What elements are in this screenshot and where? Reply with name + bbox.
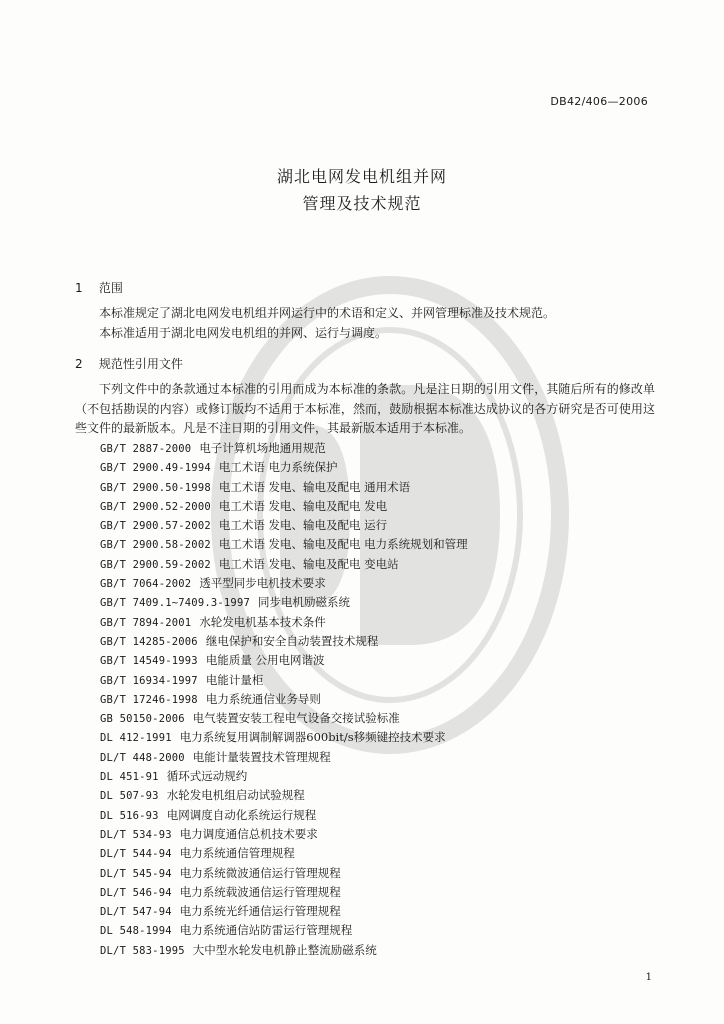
reference-code: GB/T 14285-2006: [100, 635, 198, 648]
reference-code: DL 516-93: [100, 809, 159, 822]
references-intro-paragraph: 下列文件中的条款通过本标准的引用而成为本标准的条款。凡是注日期的引用文件，其随后所有的修改单（不包括勘误的内容）或修订版均不适用于本标准，然而，鼓励根据本标准达成协议的各方研究是否可使用这些文件的最新版本。凡是不注日期的引用文件，其最新版本适用于本标准。: [75, 382, 655, 435]
reference-code: DL 412-1991: [100, 732, 172, 745]
reference-item: [100, 651, 468, 670]
reference-title: 电网调度自动化系统运行规程: [166, 807, 317, 822]
reference-code: GB/T 7409.1~7409.3-1997: [100, 597, 250, 610]
reference-item: [100, 632, 468, 651]
reference-code: GB/T 2900.58-2002: [100, 539, 211, 552]
document-code: DB42/406—2006: [550, 95, 648, 108]
reference-code: DL/T 547-94: [100, 906, 172, 919]
reference-item: [100, 690, 468, 709]
reference-item: [100, 478, 468, 497]
reference-code: GB/T 2900.50-1998: [100, 481, 211, 494]
reference-title: 电力系统复用调制解调器600bit/s移频键控技术要求: [179, 730, 446, 745]
reference-title: 电工术语 发电、输电及配电 运行: [218, 518, 388, 533]
section-title: 范围: [98, 281, 123, 295]
reference-item: [100, 864, 468, 883]
reference-title: 大中型水轮发电机静止整流励磁系统: [192, 942, 377, 957]
reference-title: 电能计量装置技术管理规程: [192, 749, 331, 764]
reference-item: [100, 497, 468, 516]
reference-title: 电能计量柜: [205, 672, 264, 687]
reference-title: 水轮发电机组启动试验规程: [166, 788, 305, 803]
reference-code: GB/T 2887-2000: [100, 443, 192, 455]
reference-item: [100, 709, 468, 728]
reference-code: DL/T 534-93: [100, 828, 172, 841]
section-number: 2: [75, 357, 83, 371]
reference-code: GB/T 2900.57-2002: [100, 520, 211, 533]
section-heading-scope: [75, 279, 123, 296]
reference-title: 电力系统微波通信运行管理规程: [179, 865, 341, 880]
reference-code: GB 50150-2006: [100, 713, 185, 726]
reference-item: [100, 574, 468, 593]
reference-title: 电工术语 电力系统保护: [218, 460, 338, 475]
reference-title: 电工术语 发电、输电及配电 发电: [218, 498, 388, 513]
reference-code: GB/T 2900.52-2000: [100, 500, 211, 513]
reference-item: [100, 902, 468, 921]
document-title-line-1: 湖北电网发电机组并网: [276, 167, 447, 186]
reference-item: [100, 458, 468, 477]
reference-item: [100, 516, 468, 535]
scope-paragraph-1: 本标准规定了湖北电网发电机组并网运行中的术语和定义、并网管理标准及技术规范。: [99, 306, 556, 320]
reference-title: 电气装置安装工程电气设备交接试验标准: [192, 711, 400, 726]
reference-list: [100, 439, 468, 960]
reference-code: DL 548-1994: [100, 925, 172, 938]
reference-code: DL/T 545-94: [100, 867, 172, 880]
document-title-line-2: 管理及技术规范: [302, 194, 422, 213]
reference-item: [100, 593, 468, 612]
reference-item: [100, 806, 468, 825]
scope-paragraph-2: 本标准适用于湖北电网发电机组的并网、运行与调度。: [99, 326, 388, 340]
page-number: 1: [645, 972, 652, 983]
reference-item: [100, 613, 468, 632]
reference-title: 电力系统光纤通信运行管理规程: [179, 904, 341, 919]
reference-title: 电工术语 发电、输电及配电 通用术语: [218, 479, 411, 494]
reference-item: [100, 748, 468, 767]
reference-code: GB/T 17246-1998: [100, 693, 198, 706]
reference-title: 电工术语 发电、输电及配电 变电站: [218, 556, 399, 571]
reference-item: [100, 941, 468, 960]
reference-code: DL/T 448-2000: [100, 751, 185, 764]
reference-item: [100, 825, 468, 844]
reference-title: 电工术语 发电、输电及配电 电力系统规划和管理: [218, 537, 468, 552]
reference-title: 继电保护和安全自动装置技术规程: [205, 633, 379, 648]
reference-item: [100, 439, 468, 458]
reference-item: [100, 786, 468, 805]
reference-item: [100, 535, 468, 554]
reference-item: [100, 728, 468, 747]
section-title: 规范性引用文件: [98, 357, 183, 371]
reference-title: 电力系统通信管理规程: [179, 846, 295, 861]
reference-item: [100, 844, 468, 863]
reference-code: DL 451-91: [100, 771, 159, 784]
reference-item: [100, 921, 468, 940]
reference-title: 水轮发电机基本技术条件: [199, 614, 326, 629]
reference-title: 电力调度通信总机技术要求: [179, 826, 318, 841]
reference-title: 电力系统通信站防雷运行管理规程: [179, 923, 353, 938]
reference-item: [100, 883, 468, 902]
reference-title: 电力系统通信业务导则: [205, 691, 321, 706]
reference-code: GB/T 7894-2001: [100, 616, 192, 629]
reference-code: GB/T 16934-1997: [100, 674, 198, 687]
reference-title: 透平型同步电机技术要求: [199, 576, 326, 591]
reference-title: 电子计算机场地通用规范: [199, 441, 326, 455]
reference-item: [100, 555, 468, 574]
reference-code: GB/T 2900.59-2002: [100, 558, 211, 571]
reference-code: GB/T 2900.49-1994: [100, 462, 211, 475]
reference-code: DL/T 583-1995: [100, 944, 185, 957]
reference-code: GB/T 14549-1993: [100, 655, 198, 668]
reference-code: DL/T 546-94: [100, 886, 172, 899]
reference-code: GB/T 7064-2002: [100, 578, 192, 591]
reference-title: 电力系统载波通信运行管理规程: [179, 884, 341, 899]
reference-code: DL 507-93: [100, 790, 159, 803]
reference-code: DL/T 544-94: [100, 848, 172, 861]
reference-title: 同步电机励磁系统: [258, 595, 350, 610]
reference-item: [100, 671, 468, 690]
reference-title: 循环式远动规约: [166, 769, 248, 784]
reference-item: [100, 767, 468, 786]
section-number: 1: [75, 281, 83, 295]
reference-title: 电能质量 公用电网谐波: [205, 653, 325, 668]
section-heading-normative-references: [75, 355, 183, 372]
